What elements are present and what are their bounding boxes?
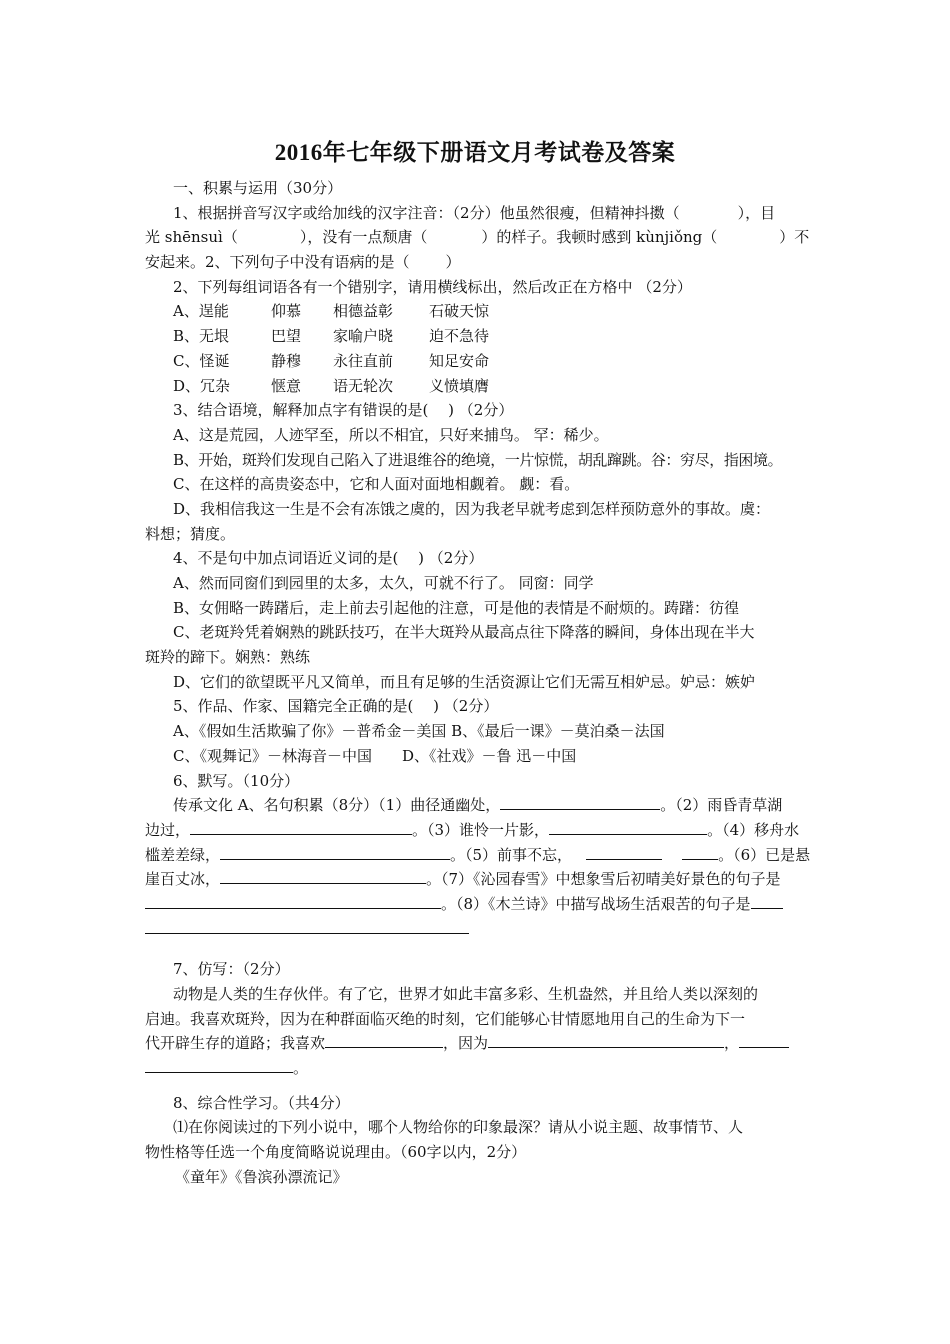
question-7-text: 。 — [293, 1059, 309, 1078]
question-1-text: ），目 — [737, 203, 776, 222]
question-6-text: 。（7）《沁园春雪》中想象雪后初晴美好景色的句子是 — [426, 870, 781, 889]
question-6-line-2 — [145, 818, 811, 843]
question-7-stem: 7、仿写：（2分） — [173, 960, 290, 979]
question-7-para-4 — [145, 1056, 811, 1081]
word-item: 迫不急待 — [429, 327, 490, 346]
question-7-text: ， — [724, 1034, 740, 1053]
answer-blank[interactable] — [325, 1032, 443, 1048]
question-1-text: ）的样子。我顿时感到 kùnjiǒng（ — [481, 228, 718, 247]
option-row-a — [145, 299, 811, 324]
question-8-stem: 8、综合性学习。（共4分） — [173, 1093, 350, 1112]
answer-blank[interactable] — [145, 893, 441, 909]
question-6-line-4 — [145, 867, 811, 892]
word-item: 义愤填膺 — [429, 376, 490, 395]
word-item: 巴望 — [271, 327, 302, 346]
question-2-stem: 2、下列每组词语各有一个错别字，请用横线标出，然后改正在方格中 （2分） — [173, 277, 692, 296]
question-4-option-b: B、女佣略一踌躇后，走上前去引起他的注意，可是他的表情是不耐烦的。踌躇：彷徨 — [173, 598, 740, 617]
option-row-d — [145, 374, 811, 399]
question-6-text: 。（2）雨昏青草湖 — [660, 796, 783, 815]
question-1-text: 1、根据拼音写汉字或给加线的汉字注音：（2分）他虽然很瘦，但精神抖擞（ — [173, 203, 680, 222]
answer-blank[interactable] — [145, 1057, 293, 1073]
question-1-line-1 — [145, 201, 811, 226]
answer-blank[interactable] — [751, 893, 783, 909]
question-6-text: 。（6）已是悬 — [718, 845, 811, 864]
question-5-options-ab: A、《假如生活欺骗了你》－普希金－美国 B、《最后一课》－莫泊桑－法国 — [173, 722, 665, 741]
question-4-option-d: D、它们的欲望既平凡又简单，而且有足够的生活资源让它们无需互相妒忌。妒忌：嫉妒 — [173, 672, 756, 691]
question-5-stem: 5、作品、作家、国籍完全正确的是( ) （2分） — [173, 697, 499, 716]
question-6-line-3 — [145, 843, 811, 868]
question-8-para-1: ⑴在你阅读过的下列小说中，哪个人物给你的印象最深？请从小说主题、故事情节、人 — [173, 1118, 744, 1137]
question-3-option-a: A、这是荒园，人迹罕至，所以不相宜，只好来捕鸟。 罕：稀少。 — [173, 425, 609, 444]
question-6-line-6 — [145, 917, 811, 942]
answer-blank[interactable] — [739, 1032, 789, 1048]
exam-content — [145, 176, 811, 1190]
question-3-option-b: B、开始，斑羚们发现自己陷入了进退维谷的绝境，一片惊慌，胡乱蹿跳。谷：穷尽，指困境。 — [173, 450, 783, 469]
word-item: 惬意 — [271, 376, 302, 395]
question-4-option-c: C、老斑羚凭着娴熟的跳跃技巧，在半大斑羚从最高点往下降落的瞬间，身体出现在半大 — [173, 623, 755, 642]
question-7-text: 代开辟生存的道路；我喜欢 — [145, 1034, 326, 1053]
word-item: 知足安命 — [429, 351, 490, 370]
question-1-text: ）不 — [779, 228, 810, 247]
question-1-text: 光 shēnsuì（ — [145, 228, 238, 247]
question-8-para-2: 物性格等任选一个角度简略说说理由。（60字以内，2分） — [145, 1143, 527, 1162]
word-item: 家喻户晓 — [333, 327, 394, 346]
question-6-stem: 6、默写。（10分） — [173, 771, 300, 790]
word-item: A、逞能 — [173, 302, 229, 321]
answer-blank[interactable] — [500, 794, 660, 810]
word-item: 永往直前 — [333, 351, 394, 370]
word-item: D、冗杂 — [173, 376, 231, 395]
question-6-text: 。（4）移舟水 — [707, 820, 800, 839]
question-3-option-d-cont: 料想；猜度。 — [145, 524, 236, 543]
word-item: 仰慕 — [271, 302, 302, 321]
question-6-text: 崖百丈冰， — [145, 870, 221, 889]
question-5-options-cd — [145, 744, 811, 769]
question-7-text: ，因为 — [443, 1034, 489, 1053]
question-1-text: ），没有一点颓唐（ — [299, 228, 428, 247]
question-6-text: 槛差差绿， — [145, 845, 221, 864]
answer-blank[interactable] — [220, 844, 450, 860]
word-item: 石破天惊 — [429, 302, 490, 321]
question-4-option-c-cont: 斑羚的蹄下。娴熟：熟练 — [145, 648, 311, 667]
answer-blank[interactable] — [586, 844, 662, 860]
question-1-line-2 — [145, 225, 811, 250]
question-6-text: 。（5）前事不忘， — [450, 845, 573, 864]
question-7-para-1: 动物是人类的生存伙伴。有了它，世界才如此丰富多彩、生机盎然，并且给人类以深刻的 — [173, 985, 759, 1003]
question-3-stem: 3、结合语境，解释加点字有错误的是( ) （2分） — [173, 401, 514, 420]
word-item: 语无轮次 — [333, 376, 394, 395]
question-1-line-3 — [145, 250, 811, 275]
question-3-option-c: C、在这样的高贵姿态中，它和人面对面地相觑着。 觑：看。 — [173, 475, 580, 494]
question-7-para-3 — [145, 1031, 811, 1056]
question-4-option-a: A、然而同窗们到园里的太多，太久，可就不行了。 同窗：同学 — [173, 574, 594, 592]
question-5-option-d: D、《社戏》－鲁 迅－中国 — [401, 746, 577, 765]
question-3-option-d: D、我相信我这一生是不会有冻饿之虞的，因为我老早就考虑到怎样预防意外的事故。虞： — [173, 499, 771, 518]
answer-blank[interactable] — [549, 819, 707, 835]
question-5-option-c: C、《观舞记》－林海音－中国 — [173, 746, 372, 765]
answer-blank[interactable] — [220, 868, 426, 884]
question-6-line-1 — [145, 793, 811, 818]
word-item: 相德益彰 — [333, 302, 394, 321]
question-1-text: ） — [445, 253, 461, 272]
question-6-text: 传承文化 A、名句积累（8分）（1）曲径通幽处， — [173, 796, 501, 815]
question-6-text: 。（3）谁怜一片影， — [412, 820, 550, 839]
answer-blank[interactable] — [682, 844, 718, 860]
question-7-para-2: 启迪。我喜欢斑羚，因为在种群面临灭绝的时刻，它们能够心甘情愿地用自己的生命为下一 — [145, 1009, 746, 1028]
question-8-books: 《童年》《鲁滨孙漂流记》 — [175, 1167, 348, 1186]
question-4-stem: 4、不是句中加点词语近义词的是( ) （2分） — [173, 549, 484, 568]
word-item: 静穆 — [271, 351, 302, 370]
option-row-c — [145, 349, 811, 374]
page-title: 2016年七年级下册语文月考试卷及答案 — [274, 140, 676, 165]
answer-blank[interactable] — [488, 1032, 724, 1048]
section-heading: 一、积累与运用（30分） — [173, 179, 343, 197]
question-6-line-5 — [145, 892, 811, 917]
answer-blank[interactable] — [190, 819, 412, 835]
word-item: C、怪诞 — [173, 351, 230, 370]
question-6-text: 。（8）《木兰诗》中描写战场生活艰苦的句子是 — [441, 894, 751, 913]
question-1-text: 安起来。2、下列句子中没有语病的是（ — [145, 253, 410, 272]
question-6-text: 边过， — [145, 820, 191, 839]
option-row-b — [145, 324, 811, 349]
word-item: B、无垠 — [173, 327, 230, 346]
answer-blank[interactable] — [145, 918, 469, 934]
